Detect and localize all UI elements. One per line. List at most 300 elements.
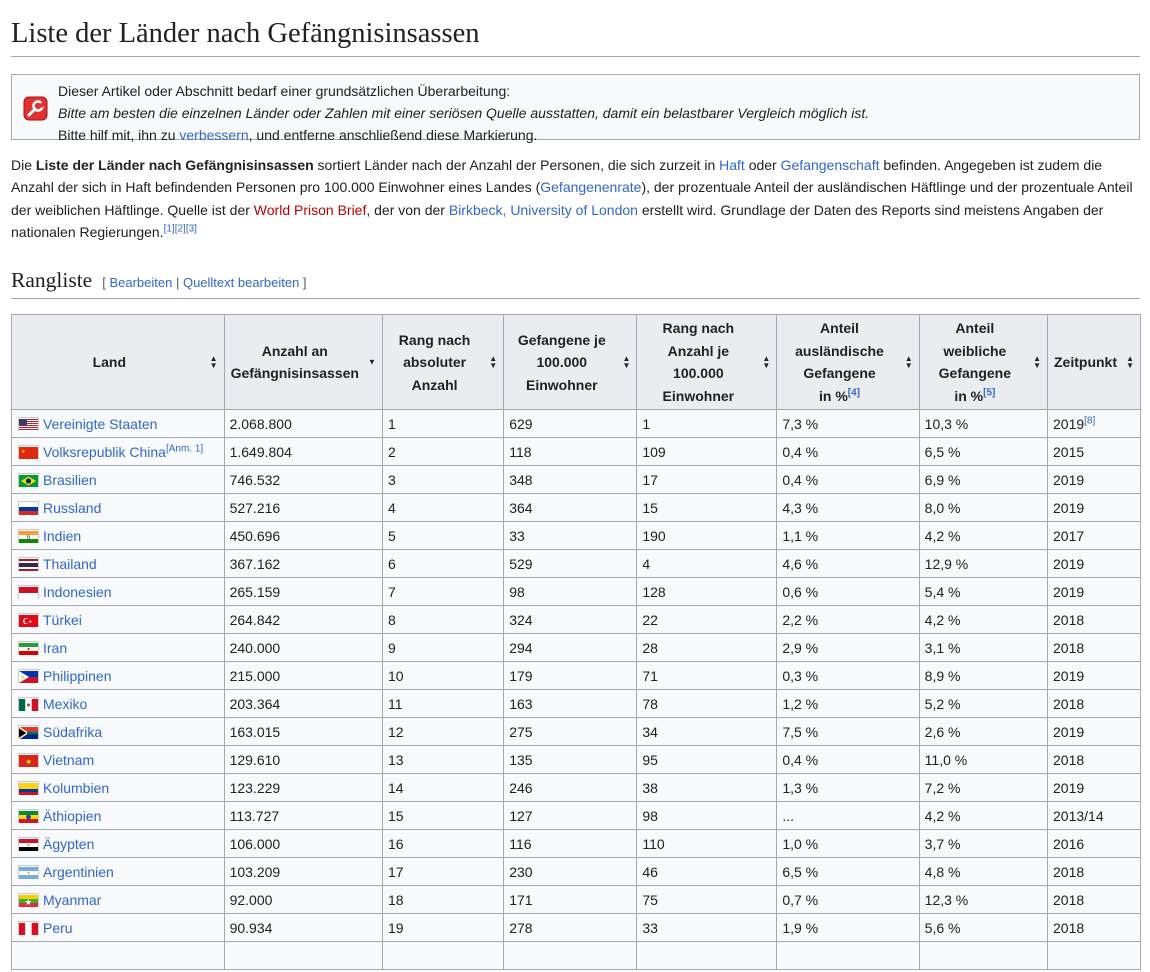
cell-weibliche: 8,0 % <box>919 494 1047 522</box>
zeitpunkt-value: 2019 <box>1053 499 1085 516</box>
cell-rang <box>382 942 503 970</box>
notice-line2: Bitte am besten die einzelnen Länder oder Zahlen mit einer seriösen Quelle ausstatten, damit ein belastbarer Vergleich möglich ist. <box>58 105 870 122</box>
cell-gefangene-je: 171 <box>504 886 637 914</box>
country-link[interactable]: Peru <box>43 919 73 936</box>
column-header-auslaendische[interactable] <box>777 315 919 410</box>
country-link[interactable]: Indonesien <box>43 583 112 600</box>
header-label: Gefangene <box>938 365 1012 382</box>
cell-rang-je <box>637 942 777 970</box>
cell-zeitpunkt <box>1048 690 1141 718</box>
zeitpunkt-value: 2018 <box>1053 751 1085 768</box>
cell-land <box>12 578 225 606</box>
cell-auslaendische: 0,3 % <box>777 662 919 690</box>
cell-rang-je: 1 <box>637 410 777 438</box>
table-row <box>12 914 1141 942</box>
column-header-rang-je[interactable] <box>637 315 777 410</box>
cell-gefangene-je: 98 <box>504 578 637 606</box>
cell-rang-je: 38 <box>637 774 777 802</box>
cell-rang-je: 110 <box>637 830 777 858</box>
cell-rang: 12 <box>382 718 503 746</box>
section-heading <box>11 267 1140 299</box>
cell-land <box>12 522 225 550</box>
table-row <box>12 802 1141 830</box>
edit-link[interactable]: Bearbeiten <box>109 275 173 291</box>
cell-weibliche: 4,8 % <box>919 858 1047 886</box>
cell-weibliche: 2,6 % <box>919 718 1047 746</box>
table-row <box>12 606 1141 634</box>
cell-zeitpunkt <box>1048 522 1141 550</box>
intro-text: oder <box>744 157 781 174</box>
flag-icon-br <box>18 473 39 487</box>
cell-gefangene-je: 230 <box>504 858 637 886</box>
header-label: Einwohner <box>526 376 598 393</box>
country-link[interactable]: Iran <box>43 639 68 656</box>
cell-gefangene-je: 127 <box>504 802 637 830</box>
country-link[interactable]: Kolumbien <box>43 779 110 796</box>
table-row <box>12 774 1141 802</box>
country-link[interactable]: Mexiko <box>43 695 88 712</box>
cell-weibliche: 12,9 % <box>919 550 1047 578</box>
cell-rang-je: 34 <box>637 718 777 746</box>
flag-icon-ir <box>18 641 39 655</box>
cell-auslaendische: 1,2 % <box>777 690 919 718</box>
cell-zeitpunkt <box>1048 578 1141 606</box>
cell-anzahl: 92.000 <box>224 886 382 914</box>
header-label: Gefängnisinsassen <box>230 365 359 382</box>
cell-gefangene-je: 246 <box>504 774 637 802</box>
cell-anzahl: 746.532 <box>224 466 382 494</box>
cell-zeitpunkt <box>1048 550 1141 578</box>
cell-anzahl: 129.610 <box>224 746 382 774</box>
cell-rang: 14 <box>382 774 503 802</box>
cell-zeitpunkt <box>1048 746 1141 774</box>
header-label: 100.000 <box>536 354 588 371</box>
edit-section <box>102 275 306 290</box>
cell-zeitpunkt <box>1048 886 1141 914</box>
cell-gefangene-je: 163 <box>504 690 637 718</box>
flag-icon-et <box>18 809 39 823</box>
cell-land <box>12 494 225 522</box>
cell-zeitpunkt <box>1048 634 1141 662</box>
intro-bold: Liste der Länder nach Gefängnisinsassen <box>35 157 314 174</box>
cell-rang: 3 <box>382 466 503 494</box>
cell-anzahl <box>224 942 382 970</box>
cell-land <box>12 606 225 634</box>
country-link[interactable]: Myanmar <box>43 891 102 908</box>
cell-rang: 13 <box>382 746 503 774</box>
cell-auslaendische: 1,3 % <box>777 774 919 802</box>
country-link[interactable]: Indien <box>43 527 82 544</box>
zeitpunkt-value: 2018 <box>1053 639 1085 656</box>
cell-anzahl: 203.364 <box>224 690 382 718</box>
table-row <box>12 410 1141 438</box>
country-link[interactable]: Volksrepublik China <box>43 443 166 460</box>
cell-auslaendische: 7,5 % <box>777 718 919 746</box>
note-link[interactable]: [Anm. 1] <box>165 443 204 455</box>
cell-weibliche <box>919 942 1047 970</box>
header-label: Anzahl <box>411 376 458 393</box>
cell-zeitpunkt <box>1048 662 1141 690</box>
header-label: in % <box>954 387 984 404</box>
cell-weibliche: 4,2 % <box>919 606 1047 634</box>
header-label: Rang nach <box>398 331 471 348</box>
table-row <box>12 690 1141 718</box>
notice-line1: Dieser Artikel oder Abschnitt bedarf einer grundsätzlichen Überarbeitung: <box>58 83 511 100</box>
cell-zeitpunkt <box>1048 606 1141 634</box>
table-row <box>12 718 1141 746</box>
section-title: Rangliste <box>11 268 93 293</box>
cell-zeitpunkt <box>1048 494 1141 522</box>
zeitpunkt-value: 2019 <box>1053 555 1085 572</box>
zeitpunkt-value: 2018 <box>1053 891 1085 908</box>
cell-rang: 1 <box>382 410 503 438</box>
cell-auslaendische: 7,3 % <box>777 410 919 438</box>
bracket: [ <box>102 275 110 291</box>
flag-icon-id <box>18 585 39 599</box>
cell-land <box>12 942 225 970</box>
country-link[interactable]: Türkei <box>43 611 82 628</box>
cell-gefangene-je: 118 <box>504 438 637 466</box>
cell-auslaendische: 2,9 % <box>777 634 919 662</box>
cell-weibliche: 7,2 % <box>919 774 1047 802</box>
cell-rang: 6 <box>382 550 503 578</box>
cell-weibliche: 4,2 % <box>919 522 1047 550</box>
zeitpunkt-value: 2018 <box>1053 695 1085 712</box>
flag-icon-pe <box>18 921 39 935</box>
cell-weibliche: 6,9 % <box>919 466 1047 494</box>
cell-gefangene-je: 324 <box>504 606 637 634</box>
header-label: in % <box>818 387 848 404</box>
cell-rang-je: 78 <box>637 690 777 718</box>
flag-icon-us <box>18 417 39 431</box>
country-link[interactable]: Philippinen <box>43 667 112 684</box>
cell-rang: 5 <box>382 522 503 550</box>
cell-gefangene-je: 275 <box>504 718 637 746</box>
column-header-land[interactable] <box>12 315 225 410</box>
table-row <box>12 522 1141 550</box>
intro-text: ), der prozentuale Anteil der ausländischen Häftlinge und der prozentuale Anteil der weiblichen Häftlinge. Quelle ist der <box>11 179 1133 218</box>
intro-text: erstellt wird. Grundlage der Daten des Reports sind meistens Angaben der nationalen Regierungen. <box>11 201 1104 241</box>
table-row <box>12 942 1141 970</box>
flag-icon-ru <box>18 501 39 515</box>
zeitpunkt-value: 2015 <box>1053 443 1085 460</box>
cell-gefangene-je: 135 <box>504 746 637 774</box>
table-row <box>12 634 1141 662</box>
zeitpunkt-value: 2019 <box>1053 471 1085 488</box>
cell-gefangene-je: 629 <box>504 410 637 438</box>
sort-descending-icon: ▼ <box>368 357 376 367</box>
wrench-icon <box>17 80 53 137</box>
cell-auslaendische: 0,4 % <box>777 746 919 774</box>
svg-text:★: ★ <box>25 758 32 766</box>
header-label: Einwohner <box>662 387 735 404</box>
reference-link[interactable]: [8] <box>1084 415 1096 427</box>
cell-land <box>12 662 225 690</box>
zeitpunkt-value: 2019 <box>1053 723 1085 740</box>
table-row <box>12 746 1141 774</box>
table-row <box>12 578 1141 606</box>
cell-rang-je: 46 <box>637 858 777 886</box>
cell-land <box>12 830 225 858</box>
zeitpunkt-value: 2019 <box>1053 583 1085 600</box>
cell-auslaendische: 2,2 % <box>777 606 919 634</box>
cell-rang-je: 17 <box>637 466 777 494</box>
maintenance-notice <box>11 74 1140 144</box>
cell-land <box>12 746 225 774</box>
cell-weibliche: 4,2 % <box>919 802 1047 830</box>
cell-anzahl: 264.842 <box>224 606 382 634</box>
cell-anzahl: 1.649.804 <box>224 438 382 466</box>
column-header-rang[interactable] <box>382 315 503 410</box>
cell-rang-je: 22 <box>637 606 777 634</box>
flag-icon-tr <box>18 613 39 627</box>
cell-gefangene-je: 179 <box>504 662 637 690</box>
intro-text: sortiert Länder nach der Anzahl der Personen, die sich zurzeit in <box>313 157 720 174</box>
cell-rang-je: 4 <box>637 550 777 578</box>
cell-rang: 10 <box>382 662 503 690</box>
cell-auslaendische: 6,5 % <box>777 858 919 886</box>
cell-auslaendische: 4,6 % <box>777 550 919 578</box>
sort-icon: ▲ ▼ <box>1126 354 1134 371</box>
country-link[interactable]: Argentinien <box>43 863 114 880</box>
cell-land <box>12 466 225 494</box>
column-header-gefangene-je[interactable] <box>504 315 637 410</box>
cell-land <box>12 690 225 718</box>
cell-weibliche: 5,6 % <box>919 914 1047 942</box>
cell-rang-je: 98 <box>637 802 777 830</box>
link-birkbeck[interactable]: Birkbeck, University of London <box>448 201 638 218</box>
header-label: ausländische <box>795 342 884 359</box>
cell-zeitpunkt <box>1048 466 1141 494</box>
flag-icon-in <box>18 529 39 543</box>
notice-line3-post: , und entferne anschließend diese Markierung. <box>248 127 538 144</box>
sort-icon: ▲ ▼ <box>1033 354 1041 371</box>
cell-gefangene-je: 348 <box>504 466 637 494</box>
country-link[interactable]: Südafrika <box>43 723 103 740</box>
cell-anzahl: 163.015 <box>224 718 382 746</box>
cell-anzahl: 527.216 <box>224 494 382 522</box>
cell-weibliche: 5,2 % <box>919 690 1047 718</box>
country-link[interactable]: Brasilien <box>43 471 97 488</box>
edit-source-link[interactable]: Quelltext bearbeiten <box>182 275 300 291</box>
cell-weibliche: 8,9 % <box>919 662 1047 690</box>
flag-icon-th <box>18 557 39 571</box>
cell-anzahl: 113.727 <box>224 802 382 830</box>
header-label: Gefangene <box>803 365 876 382</box>
svg-text:★: ★ <box>24 896 33 907</box>
flag-icon-ph <box>18 669 39 683</box>
table-row <box>12 858 1141 886</box>
cell-rang: 2 <box>382 438 503 466</box>
cell-gefangene-je: 294 <box>504 634 637 662</box>
table-row <box>12 494 1141 522</box>
cell-weibliche: 12,3 % <box>919 886 1047 914</box>
cell-weibliche: 6,5 % <box>919 438 1047 466</box>
cell-rang: 18 <box>382 886 503 914</box>
cell-rang: 15 <box>382 802 503 830</box>
header-label: Gefangene je <box>517 331 606 348</box>
column-header-anzahl[interactable] <box>224 315 382 410</box>
cell-land <box>12 550 225 578</box>
header-label: Anteil <box>955 320 995 337</box>
sort-icon: ▲ ▼ <box>209 354 218 371</box>
cell-auslaendische: 0,6 % <box>777 578 919 606</box>
cell-zeitpunkt <box>1048 914 1141 942</box>
table-row <box>12 550 1141 578</box>
cell-weibliche: 3,1 % <box>919 634 1047 662</box>
cell-rang-je: 109 <box>637 438 777 466</box>
header-label: weibliche <box>943 342 1007 359</box>
cell-rang: 4 <box>382 494 503 522</box>
flag-icon-mm <box>18 893 39 907</box>
flag-icon-za <box>18 725 39 739</box>
link-haft[interactable]: Haft <box>719 157 745 174</box>
cell-anzahl: 215.000 <box>224 662 382 690</box>
notice-line3-pre: Bitte hilf mit, ihn zu <box>58 127 180 144</box>
country-link[interactable]: Vereinigte Staaten <box>43 415 158 432</box>
svg-text:★: ★ <box>28 618 33 624</box>
cell-anzahl: 450.696 <box>224 522 382 550</box>
cell-zeitpunkt <box>1048 410 1141 438</box>
column-header-zeitpunkt[interactable] <box>1048 315 1141 410</box>
column-header-weibliche[interactable] <box>919 315 1047 410</box>
cell-land <box>12 438 225 466</box>
bracket: ] <box>299 275 307 291</box>
header-label: Anteil <box>820 320 859 337</box>
header-label: 100.000 <box>673 365 724 382</box>
cell-rang-je: 71 <box>637 662 777 690</box>
cell-weibliche: 3,7 % <box>919 830 1047 858</box>
cell-weibliche: 5,4 % <box>919 578 1047 606</box>
cell-rang-je: 28 <box>637 634 777 662</box>
cell-zeitpunkt <box>1048 858 1141 886</box>
link-world-prison-brief[interactable]: World Prison Brief <box>253 201 367 218</box>
cell-rang-je: 190 <box>637 522 777 550</box>
header-label: absoluter <box>403 354 467 371</box>
flag-icon-cn <box>18 445 39 459</box>
cell-land <box>12 858 225 886</box>
intro-text: Die <box>11 157 36 174</box>
header-label: Rang nach <box>662 320 735 337</box>
cell-land <box>12 634 225 662</box>
table-row <box>12 886 1141 914</box>
zeitpunkt-value: 2017 <box>1053 527 1085 544</box>
cell-anzahl: 103.209 <box>224 858 382 886</box>
intro-paragraph <box>11 154 1140 243</box>
country-link[interactable]: Russland <box>43 499 102 516</box>
header-label: Zeitpunkt <box>1054 354 1117 371</box>
cell-anzahl: 2.068.800 <box>224 410 382 438</box>
cell-auslaendische: 1,1 % <box>777 522 919 550</box>
country-link[interactable]: Äthiopien <box>43 807 102 824</box>
sort-icon: ▲ ▼ <box>622 354 631 371</box>
cell-gefangene-je: 529 <box>504 550 637 578</box>
cell-auslaendische: 4,3 % <box>777 494 919 522</box>
prisoner-table <box>11 314 1141 970</box>
country-link[interactable]: Vietnam <box>43 751 95 768</box>
reference-link[interactable]: [4] <box>847 387 860 399</box>
cell-anzahl: 106.000 <box>224 830 382 858</box>
cell-rang: 19 <box>382 914 503 942</box>
cell-land <box>12 774 225 802</box>
cell-rang: 17 <box>382 858 503 886</box>
cell-auslaendische: 0,4 % <box>777 466 919 494</box>
link-gefangenschaft[interactable]: Gefangenschaft <box>780 157 880 174</box>
header-label: Land <box>92 354 127 371</box>
cell-weibliche: 10,3 % <box>919 410 1047 438</box>
link-gefangenenrate[interactable]: Gefangenenrate <box>540 179 642 196</box>
improve-link[interactable]: verbessern <box>179 127 249 144</box>
zeitpunkt-value: 2016 <box>1053 835 1085 852</box>
cell-rang-je: 75 <box>637 886 777 914</box>
cell-land <box>12 802 225 830</box>
notice-line3 <box>58 124 869 146</box>
cell-auslaendische: 1,9 % <box>777 914 919 942</box>
country-link[interactable]: Ägypten <box>43 835 95 852</box>
cell-auslaendische <box>777 942 919 970</box>
cell-zeitpunkt <box>1048 830 1141 858</box>
country-link[interactable]: Thailand <box>43 555 97 572</box>
separator: | <box>172 275 183 291</box>
cell-anzahl: 123.229 <box>224 774 382 802</box>
cell-gefangene-je: 116 <box>504 830 637 858</box>
cell-auslaendische: 1,0 % <box>777 830 919 858</box>
cell-anzahl: 90.934 <box>224 914 382 942</box>
cell-rang-je: 95 <box>637 746 777 774</box>
sort-icon: ▲ ▼ <box>489 354 498 371</box>
zeitpunkt-value: 2018 <box>1053 919 1085 936</box>
cell-rang-je: 33 <box>637 914 777 942</box>
table-row <box>12 438 1141 466</box>
header-label: Anzahl je <box>667 342 730 359</box>
zeitpunkt-value: 2018 <box>1053 863 1085 880</box>
cell-zeitpunkt <box>1048 438 1141 466</box>
cell-land <box>12 886 225 914</box>
cell-land <box>12 914 225 942</box>
flag-icon-ar <box>18 865 39 879</box>
cell-zeitpunkt <box>1048 718 1141 746</box>
zeitpunkt-value: 2018 <box>1053 611 1085 628</box>
flag-icon-vn <box>18 753 39 767</box>
zeitpunkt-value: 2019 <box>1053 415 1085 432</box>
intro-text: , der von der <box>366 201 449 218</box>
cell-rang: 8 <box>382 606 503 634</box>
intro-text: befinden. Angegeben ist zudem die Anzahl der sich in Haft befindenden Personen pro 100.000 Einwohner eines Landes ( <box>11 157 1103 196</box>
header-label: Anzahl an <box>261 342 328 359</box>
reference-link[interactable]: [5] <box>983 387 996 399</box>
zeitpunkt-value: 2019 <box>1053 667 1085 684</box>
flag-icon-co <box>18 781 39 795</box>
cell-anzahl: 265.159 <box>224 578 382 606</box>
table-row <box>12 466 1141 494</box>
cell-rang-je: 15 <box>637 494 777 522</box>
cell-weibliche: 11,0 % <box>919 746 1047 774</box>
svg-text:★: ★ <box>21 448 26 455</box>
flag-icon-mx <box>18 697 39 711</box>
cell-rang: 9 <box>382 634 503 662</box>
intro-references[interactable]: [1][2][3] <box>163 223 197 235</box>
cell-gefangene-je: 364 <box>504 494 637 522</box>
cell-rang: 11 <box>382 690 503 718</box>
cell-zeitpunkt <box>1048 774 1141 802</box>
cell-gefangene-je: 278 <box>504 914 637 942</box>
cell-land <box>12 410 225 438</box>
cell-rang: 7 <box>382 578 503 606</box>
cell-zeitpunkt <box>1048 802 1141 830</box>
cell-gefangene-je <box>504 942 637 970</box>
cell-zeitpunkt <box>1048 942 1141 970</box>
cell-auslaendische: 0,7 % <box>777 886 919 914</box>
